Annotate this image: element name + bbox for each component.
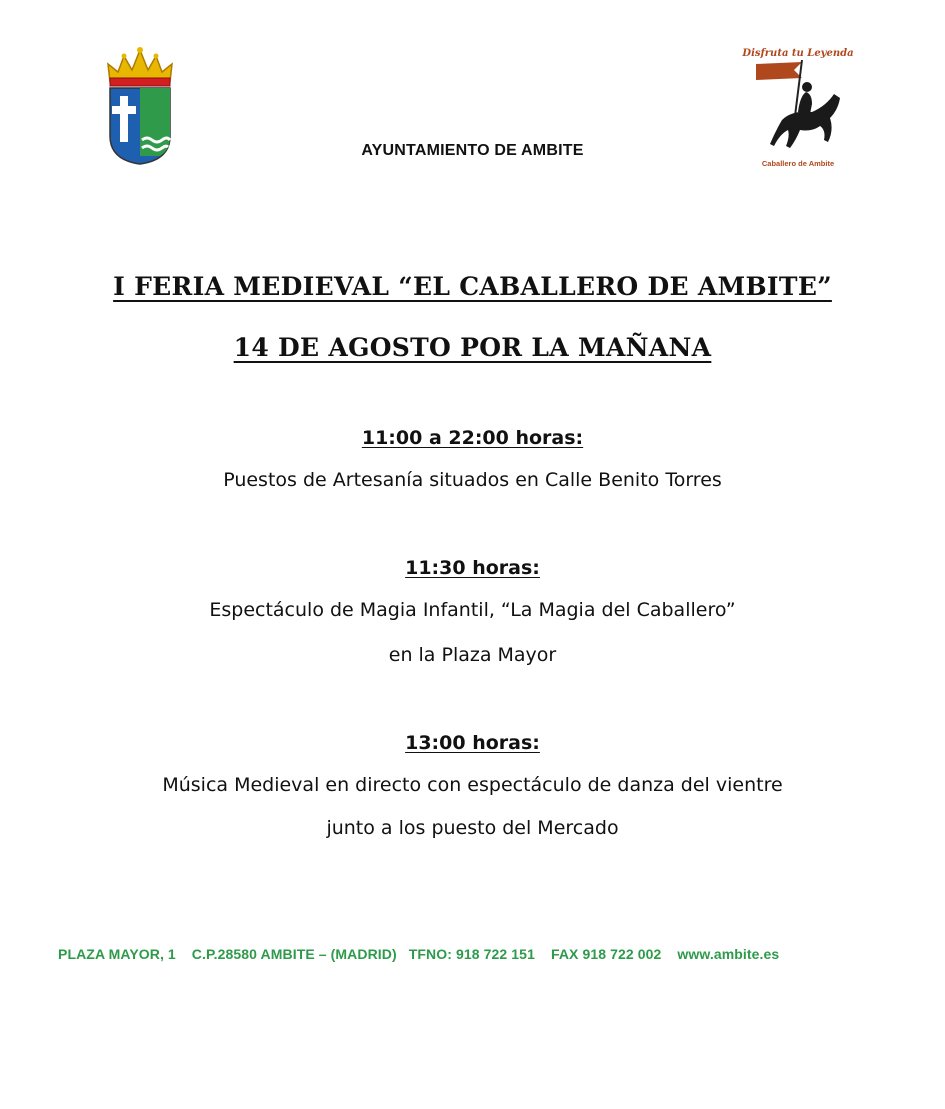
event-time bbox=[0, 732, 945, 754]
event-time-text: 13:00 horas: bbox=[405, 732, 540, 754]
event-date: 14 DE AGOSTO POR LA MAÑANA bbox=[233, 333, 712, 362]
footer-phone: TFNO: 918 722 151 bbox=[408, 946, 535, 962]
footer-fax: FAX 918 722 002 bbox=[550, 946, 662, 962]
footer-postal: C.P.28580 AMBITE – (MADRID) bbox=[191, 946, 397, 962]
organization-name: AYUNTAMIENTO DE AMBITE bbox=[361, 142, 584, 159]
logo-caption: Caballero de Ambite bbox=[761, 159, 835, 168]
event-time bbox=[0, 557, 945, 579]
event-description: en la Plaza Mayor bbox=[388, 644, 557, 666]
event-description: junto a los puesto del Mercado bbox=[326, 817, 619, 839]
event-time bbox=[0, 427, 945, 449]
footer-website-link[interactable]: www.ambite.es bbox=[677, 946, 780, 962]
logo-tagline: Disfruta tu Leyenda bbox=[742, 48, 854, 59]
event-description: Puestos de Artesanía situados en Calle Benito Torres bbox=[223, 469, 722, 491]
event-description: Espectáculo de Magia Infantil, “La Magia del Caballero” bbox=[209, 599, 736, 621]
event-description: Música Medieval en directo con espectáculo de danza del vientre bbox=[162, 774, 783, 796]
event-time-text: 11:00 a 22:00 horas: bbox=[361, 427, 584, 449]
event-time-text: 11:30 horas: bbox=[405, 557, 540, 579]
event-title: I FERIA MEDIEVAL “EL CABALLERO DE AMBITE” bbox=[113, 272, 832, 301]
footer-address: PLAZA MAYOR, 1 bbox=[58, 946, 176, 962]
footer-contact bbox=[58, 946, 918, 962]
